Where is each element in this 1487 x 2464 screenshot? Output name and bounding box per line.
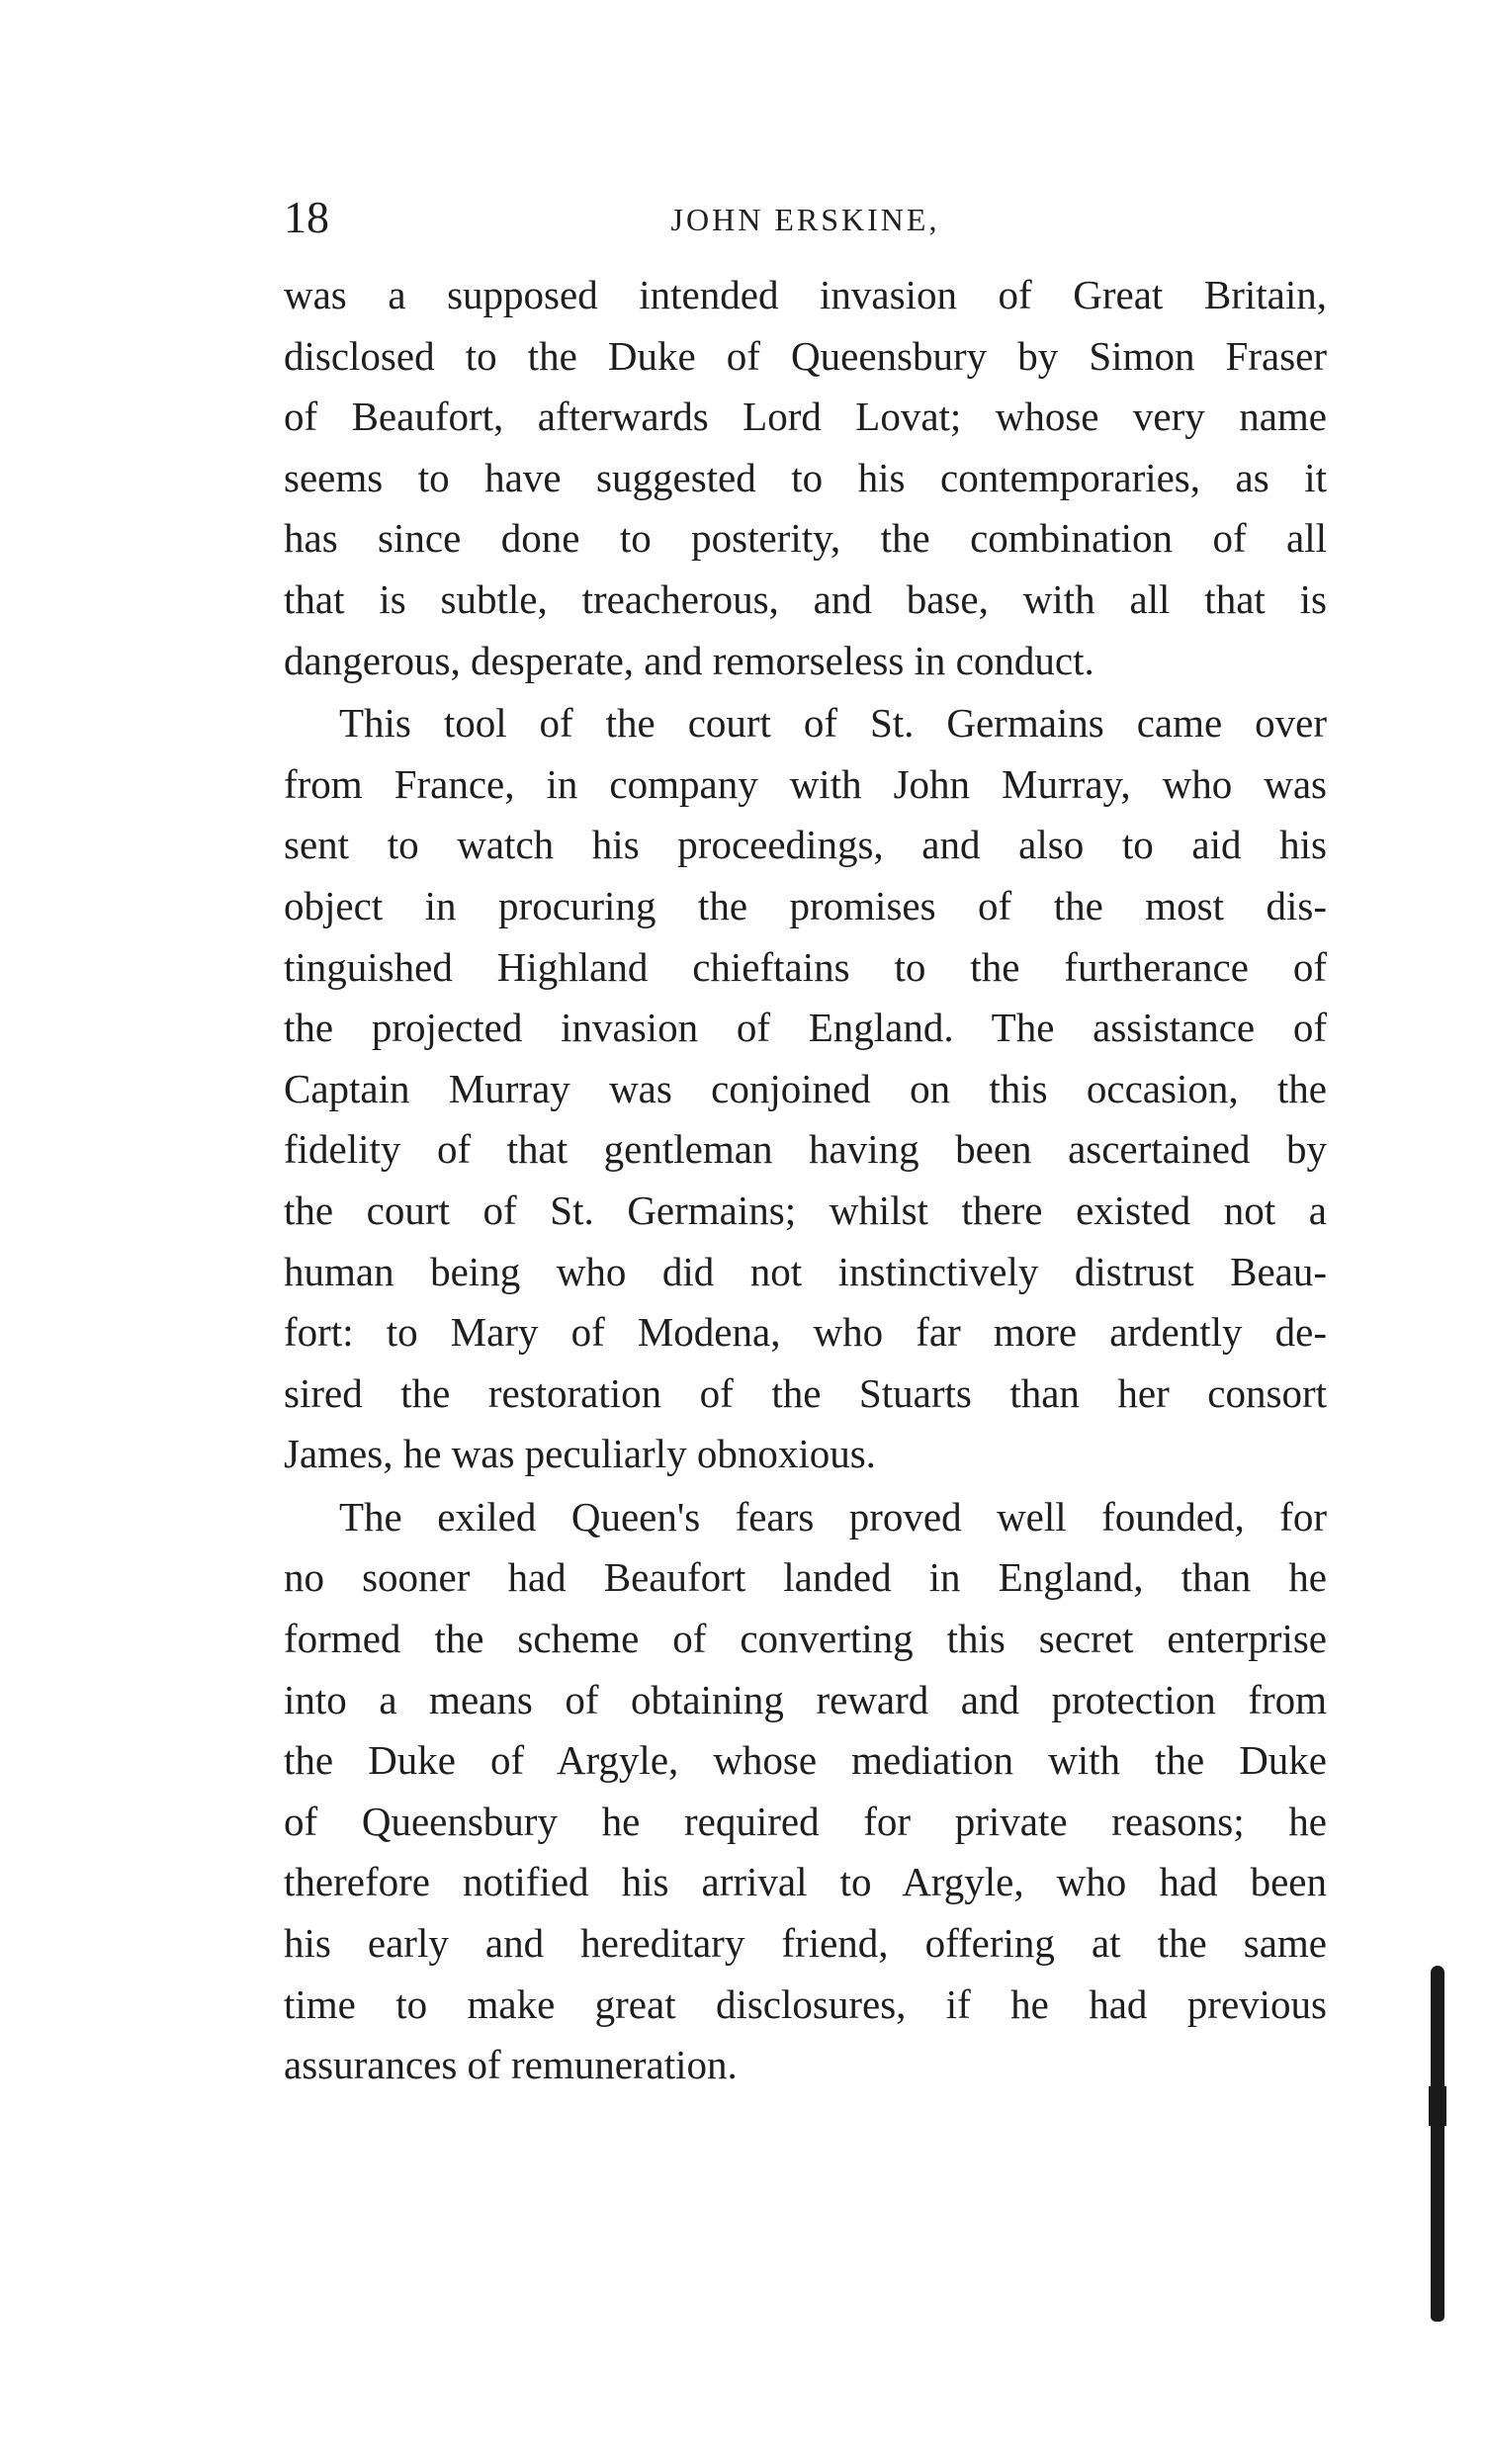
text-line: tinguished Highland chieftains to the furtherance of — [284, 943, 1327, 990]
text-line: therefore notified his arrival to Argyle, who had been — [284, 1859, 1327, 1905]
text-line: fidelity of that gentleman having been ascertained by — [284, 1126, 1327, 1173]
running-title: JOHN ERSKINE, — [670, 202, 940, 237]
text-line: the court of St. Germains; whilst there existed not a — [284, 1187, 1327, 1233]
text-line: Captain Murray was conjoined on this occasion, the — [284, 1065, 1327, 1111]
text-line: time to make great disclosures, if he had previous — [284, 1980, 1327, 2027]
text-line: sired the restoration of the Stuarts than her consort — [284, 1369, 1327, 1416]
text-line: that is subtle, treacherous, and base, with all that is — [284, 575, 1327, 622]
page-edge-mark — [1431, 1966, 1444, 2322]
text-line: This tool of the court of St. Germains came over — [339, 700, 1327, 747]
text-line: was a supposed intended invasion of Great Britain, — [284, 272, 1327, 317]
text-line: the Duke of Argyle, whose mediation with the Duke — [284, 1737, 1327, 1784]
text-line: into a means of obtaining reward and protection from — [284, 1676, 1327, 1722]
running-head — [284, 188, 1327, 247]
page-edge-mark-notch — [1429, 2086, 1446, 2126]
page-number: 18 — [284, 192, 329, 242]
text-line: object in procuring the promises of the most dis- — [284, 882, 1327, 928]
paragraph-2 — [284, 693, 1327, 1485]
text-line: has since done to posterity, the combination of all — [284, 515, 1327, 562]
text-line: from France, in company with John Murray, who was — [284, 760, 1327, 807]
body-text — [284, 265, 1327, 2096]
text-line: fort: to Mary of Modena, who far more ardently de- — [284, 1309, 1327, 1356]
text-line: human being who did not instinctively distrust Beau- — [284, 1248, 1327, 1294]
paragraph-3 — [284, 1487, 1327, 2096]
text-line: disclosed to the Duke of Queensbury by Simon Fraser — [284, 332, 1327, 379]
text-line: of Beaufort, afterwards Lord Lovat; whose very name — [284, 394, 1327, 440]
text-line: sent to watch his proceedings, and also to aid his — [284, 822, 1327, 868]
text-line: the projected invasion of England. The assistance of — [284, 1005, 1327, 1051]
text-line: of Queensbury he required for private reasons; he — [284, 1798, 1327, 1844]
text-line: assurances of remuneration. — [284, 2042, 738, 2088]
text-line: formed the scheme of converting this secret enterprise — [284, 1616, 1327, 1662]
text-line: James, he was peculiarly obnoxious. — [284, 1431, 876, 1477]
text-line: seems to have suggested to his contemporaries, as it — [284, 454, 1327, 500]
text-line: no sooner had Beaufort landed in England, than he — [284, 1554, 1327, 1601]
text-line: his early and hereditary friend, offering at the same — [284, 1920, 1327, 1967]
text-line: dangerous, desperate, and remorseless in conduct. — [284, 637, 1094, 683]
text-line: The exiled Queen's fears proved well founded, for — [339, 1493, 1327, 1540]
paragraph-1 — [284, 265, 1327, 691]
